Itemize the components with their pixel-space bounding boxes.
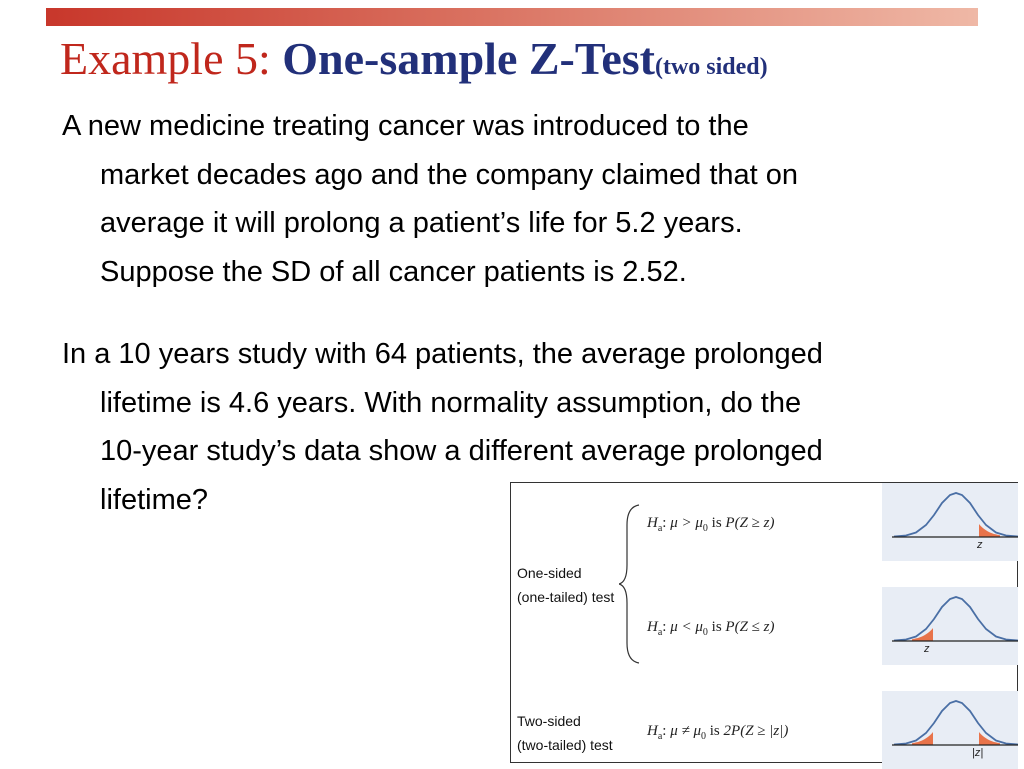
z-value-label: z <box>924 643 930 655</box>
ha-symbol: H <box>647 515 658 531</box>
mu-subscript: 0 <box>702 523 708 534</box>
hypothesis-greater: $H_a$: $\mu > \mu_0$ is P(Z ≥ z) <box>647 515 775 534</box>
paragraph-line: lifetime is 4.6 years. With normality assumption, do the <box>100 386 802 419</box>
z-value-label: z <box>977 539 983 551</box>
slide-title <box>60 33 768 84</box>
probability: P(Z ≥ z) <box>725 515 775 531</box>
left-tail-curve <box>882 587 1018 665</box>
right-tail-area <box>979 524 1000 537</box>
paragraph-line: A new medicine treating cancer was introduced to the <box>62 110 749 142</box>
is-text: is <box>706 723 724 739</box>
title-accent-bar <box>46 8 978 26</box>
left-tail-area <box>912 628 933 641</box>
density-curve <box>894 597 1018 641</box>
one-sided-label-line: One-sided <box>517 565 582 581</box>
hypothesis-less: $H_a$: $\mu < \mu_0$ is P(Z ≤ z) <box>647 619 775 638</box>
normal-curve-icon <box>882 587 1018 665</box>
relation: μ < μ <box>670 619 703 635</box>
relation: μ ≠ μ <box>670 723 702 739</box>
paragraph-line: In a 10 years study with 64 patients, the average prolonged <box>62 338 823 370</box>
two-tail-curve <box>882 691 1018 769</box>
one-sided-label-line: (one-tailed) test <box>517 589 615 605</box>
is-text: is <box>707 619 726 635</box>
mu-subscript: 0 <box>701 731 707 742</box>
z-test-p-value-figure <box>510 482 1018 763</box>
relation: μ > μ <box>670 515 703 531</box>
one-sided-label <box>517 561 614 609</box>
abs-z-value-label: |z| <box>972 747 984 759</box>
hypothesis-not-equal: $H_a$: $\mu \ne \mu_0$ is 2P(Z ≥ |z|) <box>647 723 789 742</box>
normal-curve-icon <box>882 483 1018 561</box>
is-text: is <box>707 515 726 531</box>
ha-symbol: H <box>647 619 658 635</box>
right-tail-area <box>979 732 1000 745</box>
paragraph-line: Suppose the SD of all cancer patients is 2.52. <box>100 255 687 288</box>
density-curve <box>894 493 1018 537</box>
ha-subscript: a <box>657 627 663 638</box>
normal-curve-icon <box>882 691 1018 769</box>
probability: P(Z ≤ z) <box>725 619 775 635</box>
title-suffix: (two sided) <box>654 54 768 80</box>
paragraph-line: average it will prolong a patient’s life for 5.2 years. <box>100 207 743 239</box>
ha-subscript: a <box>657 523 663 534</box>
left-tail-area <box>912 732 933 745</box>
paragraph-line: 10-year study’s data show a different average prolonged <box>100 435 823 467</box>
two-sided-label <box>517 709 613 757</box>
title-main: One-sample Z-Test <box>282 33 655 84</box>
density-curve <box>894 701 1018 745</box>
curly-brace-icon <box>619 503 643 665</box>
mu-subscript: 0 <box>702 627 708 638</box>
ha-symbol: H <box>647 723 658 739</box>
two-sided-label-line: Two-sided <box>517 713 581 729</box>
paragraph-line: market decades ago and the company claimed that on <box>100 158 799 191</box>
probability: 2P(Z ≥ |z|) <box>723 723 789 739</box>
right-tail-curve <box>882 483 1018 561</box>
title-prefix: Example 5: <box>60 33 283 84</box>
problem-paragraph-1 <box>62 102 967 296</box>
ha-subscript: a <box>657 731 663 742</box>
paragraph-line: lifetime? <box>100 483 208 516</box>
two-sided-label-line: (two-tailed) test <box>517 737 613 753</box>
